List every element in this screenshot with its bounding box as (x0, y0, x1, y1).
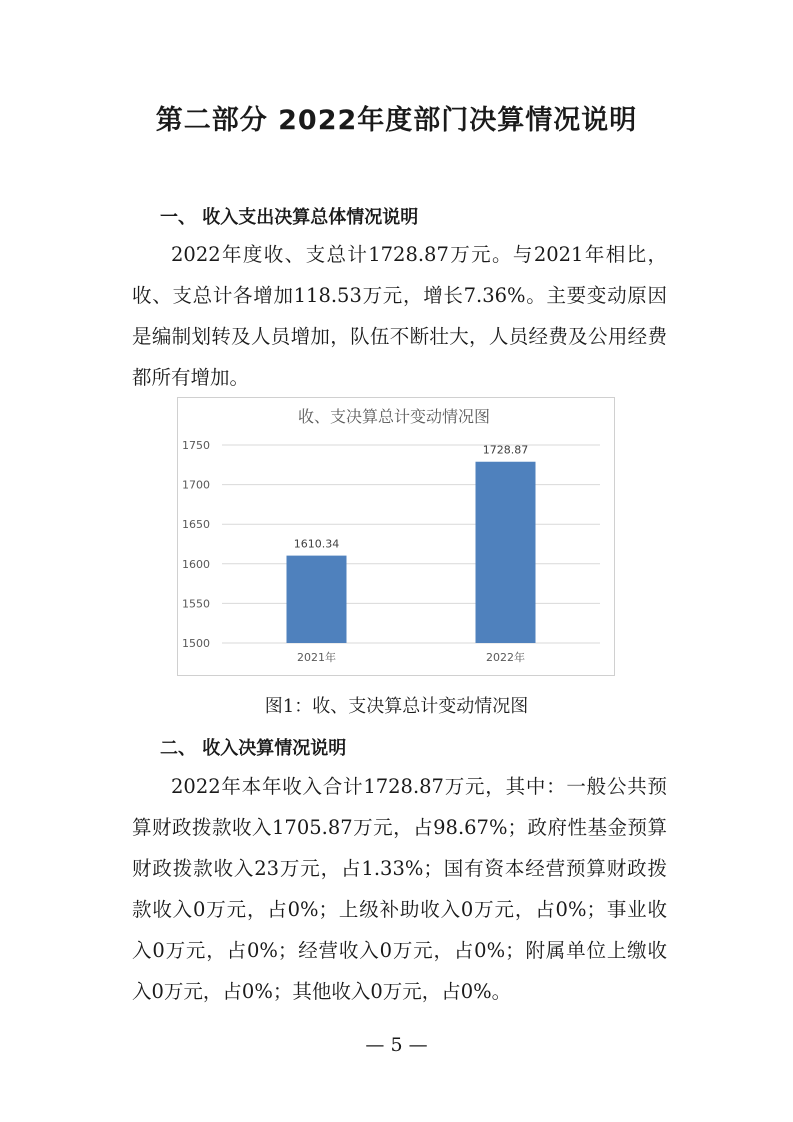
x-tick-label: 2021年 (297, 651, 336, 664)
bar-chart-svg (178, 398, 614, 675)
page-title: 第二部分 2022年度部门决算情况说明 (155, 105, 638, 136)
y-tick-label: 1650 (182, 518, 210, 532)
bar (476, 462, 536, 643)
section-heading-income-expense: 一、 收入支出决算总体情况说明 (160, 207, 419, 228)
y-tick-label: 1600 (182, 557, 210, 571)
bar (287, 556, 347, 643)
bar-chart (177, 397, 615, 676)
x-tick-label: 2022年 (486, 651, 525, 664)
y-tick-label: 1700 (182, 478, 210, 492)
y-tick-label: 1500 (182, 637, 210, 650)
data-label: 1728.87 (482, 443, 529, 457)
y-tick-label: 1550 (182, 597, 210, 611)
figure-caption: 图1：收、支决算总计变动情况图 (264, 696, 529, 717)
page-number: — 5 — (365, 1034, 428, 1056)
section-body-income-expense: 2022年度收、支总计1728.87万元。与2021年相比，收、支总计各增加118.53万元，增长7.36%。主要变动原因是编制划转及人员增加，队伍不断壮大，人员经费及公用经费都所有增加。 (132, 243, 667, 389)
chart-title: 收、支决算总计变动情况图 (297, 407, 491, 426)
section-body-income: 2022年本年收入合计1728.87万元，其中：一般公共预算财政拨款收入1705.87万元，占98.67%；政府性基金预算财政拨款收入23万元，占1.33%；国有资本经营预算财政拨款收入0万元，占0%；上级补助收入0万元，占0%；事业收入0万元，占0%；经营收入0万元，占0%；附属单位上缴收入0万元，占0%；其他收入0万元，占0%。 (132, 775, 667, 1003)
y-tick-label: 1750 (182, 439, 210, 452)
data-label: 1610.34 (293, 537, 340, 551)
section-heading-income: 二、 收入决算情况说明 (160, 738, 347, 759)
